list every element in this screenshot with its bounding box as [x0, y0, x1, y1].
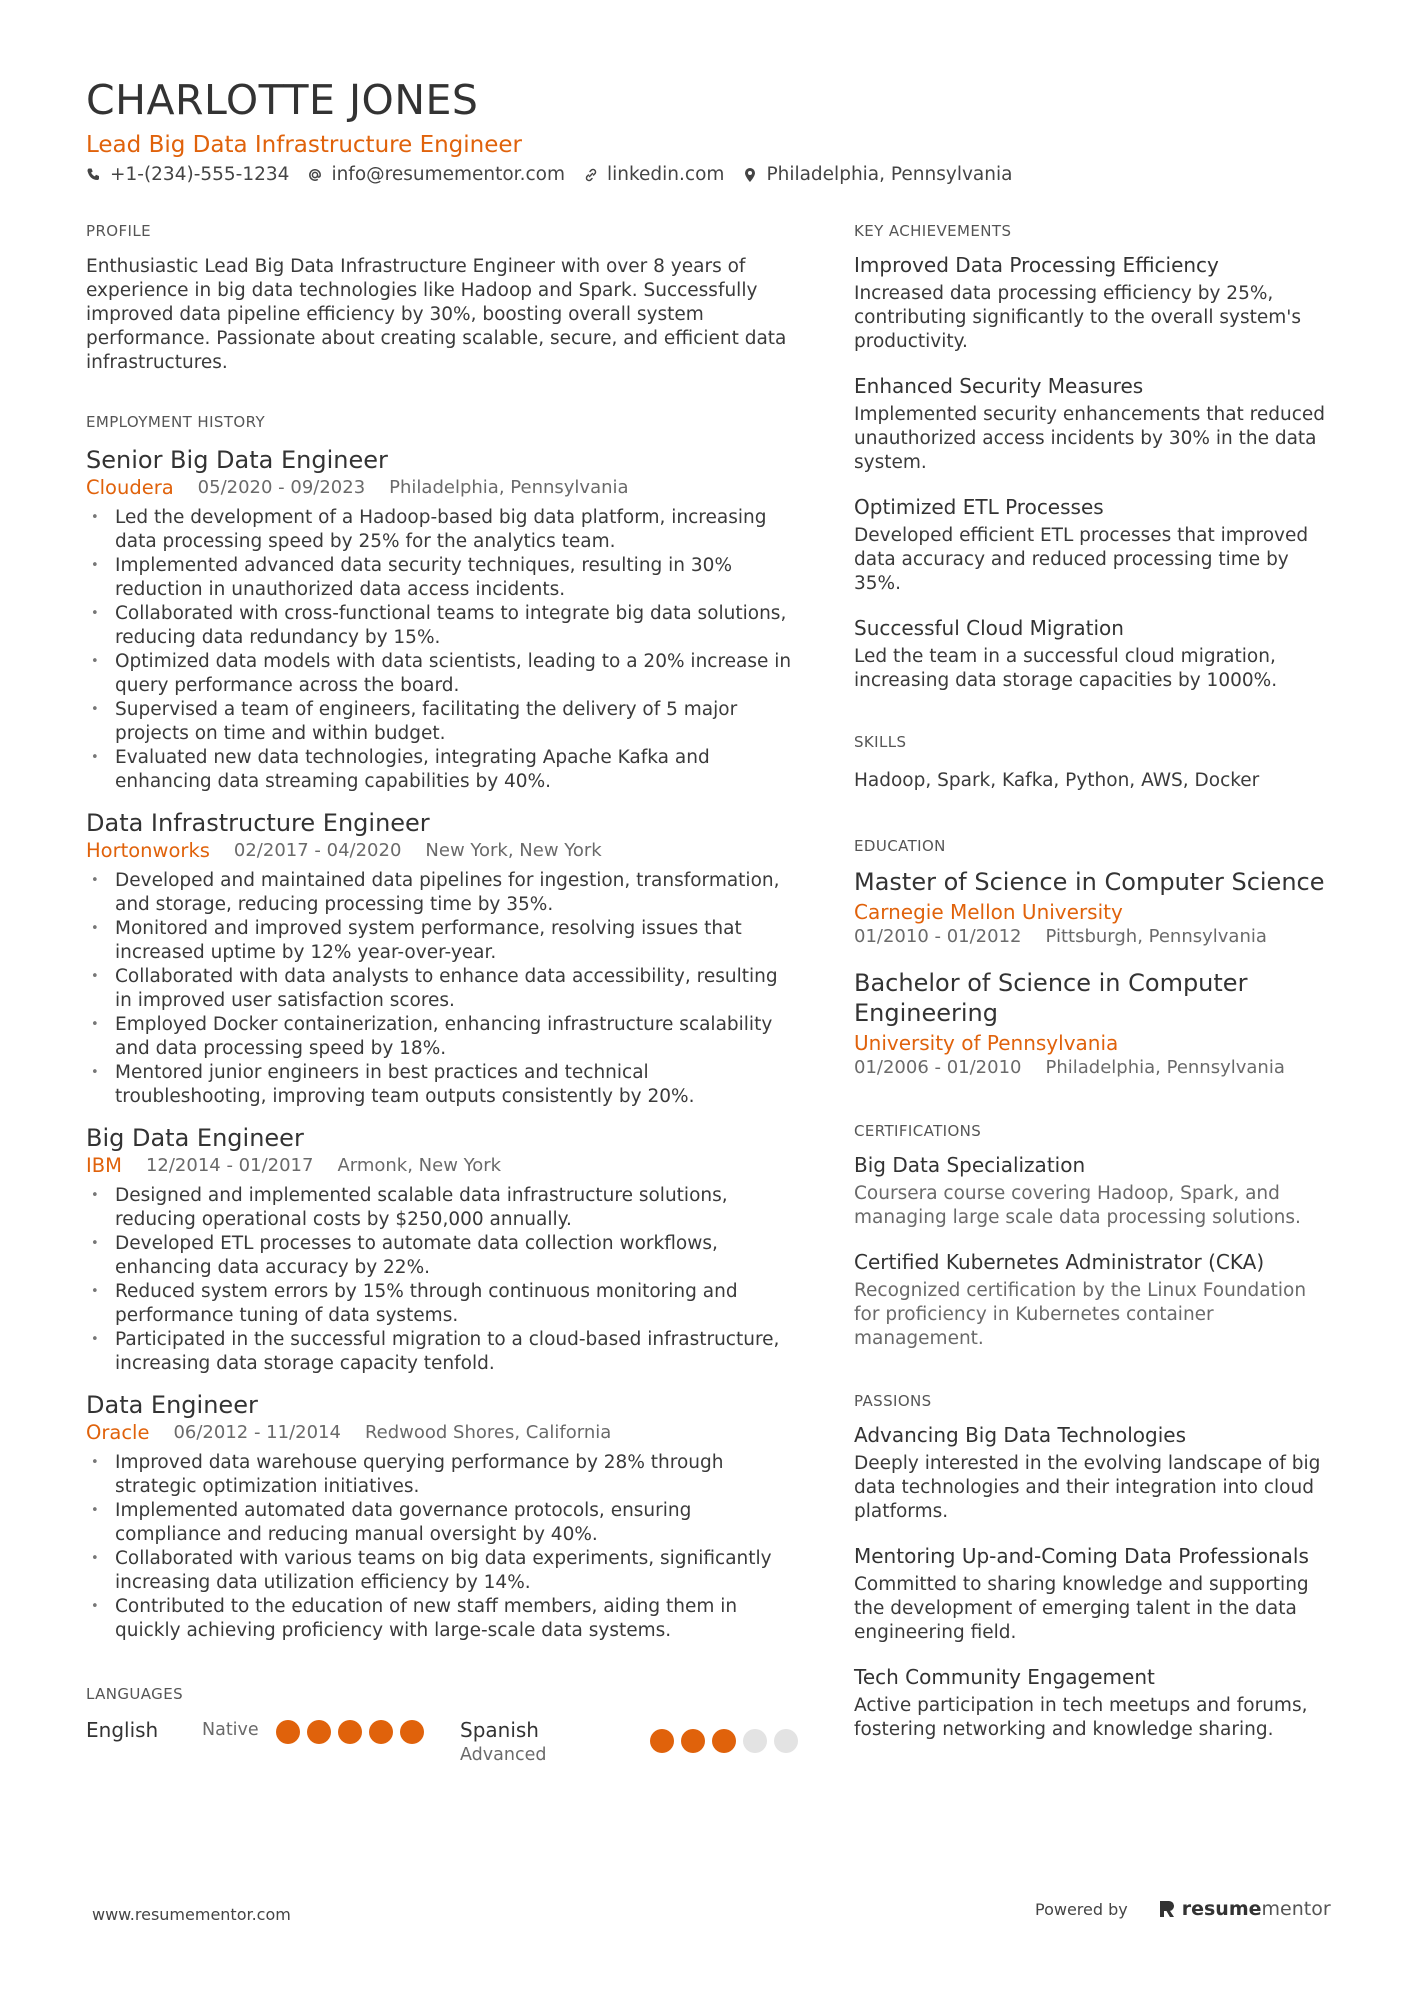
achievement-text: Increased data processing efficiency by 25%, contributing significantly to the overall system's productivity.: [854, 283, 1301, 352]
school-name: Carnegie Mellon University: [854, 900, 1123, 924]
language-rating: [276, 1720, 424, 1744]
section-heading: SKILLS: [854, 733, 907, 751]
achievement-item: [854, 373, 1328, 475]
education-item: [854, 867, 1328, 949]
job-entry: [86, 445, 798, 794]
achievement-text: Led the team in a successful cloud migration, increasing data storage capacities by 1000%.: [854, 646, 1278, 691]
list-item: • Monitored and improved system performance, resolving issues that increased uptime by 12% year-over-year.: [86, 917, 798, 965]
section-heading: PROFILE: [86, 222, 151, 240]
languages-section: [86, 1685, 798, 1767]
email-text: info@resumementor.com: [331, 164, 565, 185]
job-dates: 02/2017 - 04/2020: [233, 840, 402, 861]
list-item: • Implemented automated data governance protocols, ensuring compliance and reducing manual oversight by 40%.: [86, 1499, 798, 1547]
job-location: Philadelphia, Pennsylvania: [389, 477, 629, 498]
company-name: Cloudera: [86, 476, 174, 499]
achievement-title: Successful Cloud Migration: [854, 616, 1124, 640]
brand-logo[interactable]: [1158, 1898, 1331, 1920]
section-heading: EMPLOYMENT HISTORY: [86, 413, 266, 431]
company-name: Hortonworks: [86, 839, 210, 862]
job-location: Redwood Shores, California: [364, 1422, 612, 1443]
list-item: • Collaborated with various teams on big data experiments, significantly increasing data utilization efficiency by 14%.: [86, 1547, 798, 1595]
job-title: Data Infrastructure Engineer: [86, 809, 430, 837]
brand-name-bold: resume: [1181, 1898, 1262, 1920]
degree-title: Bachelor of Science in Computer Engineering: [854, 969, 1248, 1027]
contact-phone[interactable]: [86, 164, 289, 185]
language-name: English: [86, 1718, 159, 1742]
passion-text: Active participation in tech meetups and forums, fostering networking and knowledge sharing.: [854, 1695, 1308, 1740]
job-meta: [86, 839, 798, 863]
section-heading: LANGUAGES: [86, 1685, 184, 1703]
job-bullets: [86, 1451, 798, 1643]
section-heading: PASSIONS: [854, 1392, 932, 1410]
language-spanish: [460, 1717, 798, 1767]
list-item: • Collaborated with cross-functional teams to integrate big data solutions, reducing data redundancy by 15%.: [86, 602, 798, 650]
linkedin-text: linkedin.com: [606, 164, 725, 185]
job-dates: 05/2020 - 09/2023: [197, 477, 366, 498]
education-meta: [854, 1056, 1328, 1080]
job-location: Armonk, New York: [337, 1155, 502, 1176]
achievement-text: Implemented security enhancements that reduced unauthorized access incidents by 30% in the data system.: [854, 404, 1326, 473]
school-name: University of Pennsylvania: [854, 1031, 1119, 1055]
certifications-section: [854, 1122, 1328, 1351]
contact-location: [742, 164, 1012, 185]
list-item: • Designed and implemented scalable data infrastructure solutions, reducing operational costs by $250,000 annually.: [86, 1184, 798, 1232]
passion-text: Deeply interested in the evolving landscape of big data technologies and their integration into cloud platforms.: [854, 1453, 1321, 1522]
list-item: • Mentored junior engineers in best practices and technical troubleshooting, improving team outputs consistently by 20%.: [86, 1061, 798, 1109]
list-item: • Supervised a team of engineers, facilitating the delivery of 5 major projects on time and within budget.: [86, 698, 798, 746]
education-section: [854, 837, 1328, 1080]
job-title: Big Data Engineer: [86, 1124, 304, 1152]
job-entry: [86, 1390, 798, 1643]
job-title: Data Engineer: [86, 1391, 258, 1419]
passion-item: [854, 1543, 1328, 1645]
list-item: • Participated in the successful migration to a cloud-based infrastructure, increasing data storage capacity tenfold.: [86, 1328, 798, 1376]
education-dates: 01/2006 - 01/2010: [854, 1057, 1022, 1078]
education-item: [854, 968, 1328, 1080]
list-item: • Collaborated with data analysts to enhance data accessibility, resulting in improved user satisfaction scores.: [86, 965, 798, 1013]
employment-section: [86, 413, 798, 1643]
certification-title: Certified Kubernetes Administrator (CKA): [854, 1250, 1265, 1274]
job-entry: [86, 1123, 798, 1376]
passions-section: [854, 1392, 1328, 1742]
rating-dot-filled: [369, 1720, 393, 1744]
right-column: [854, 222, 1328, 1742]
job-meta: [86, 1154, 798, 1178]
certification-item: [854, 1249, 1328, 1351]
languages-row: [86, 1717, 798, 1767]
achievements-section: [854, 222, 1328, 693]
language-level: Native: [202, 1720, 259, 1740]
profile-section: [86, 222, 798, 375]
rating-dot-filled: [276, 1720, 300, 1744]
list-item: • Contributed to the education of new staff members, aiding them in quickly achieving proficiency with large-scale data systems.: [86, 1595, 798, 1643]
list-item: • Developed and maintained data pipelines for ingestion, transformation, and storage, reducing processing time by 35%.: [86, 869, 798, 917]
rating-dot-filled: [681, 1729, 705, 1753]
achievement-text: Developed efficient ETL processes that improved data accuracy and reduced processing time by 35%.: [854, 525, 1309, 594]
job-dates: 06/2012 - 11/2014: [173, 1422, 341, 1443]
passion-title: Tech Community Engagement: [854, 1665, 1155, 1689]
section-heading: KEY ACHIEVEMENTS: [854, 222, 1012, 240]
job-bullets: [86, 1184, 798, 1376]
rating-dot-empty: [774, 1729, 798, 1753]
list-item: • Developed ETL processes to automate data collection workflows, enhancing data accuracy by 22%.: [86, 1232, 798, 1280]
achievement-item: [854, 615, 1328, 693]
rating-dot-filled: [712, 1729, 736, 1753]
list-item: • Employed Docker containerization, enhancing infrastructure scalability and data processing speed by 18%.: [86, 1013, 798, 1061]
list-item: • Evaluated new data technologies, integrating Apache Kafka and enhancing data streaming capabilities by 40%.: [86, 746, 798, 794]
powered-by-label: Powered by: [1035, 1899, 1128, 1919]
resumementor-logo-icon: [1158, 1899, 1176, 1919]
job-meta: [86, 476, 798, 500]
link-icon: [583, 167, 599, 183]
rating-dot-empty: [743, 1729, 767, 1753]
list-item: • Reduced system errors by 15% through continuous monitoring and performance tuning of data systems.: [86, 1280, 798, 1328]
job-entry: [86, 808, 798, 1109]
contact-bar: [86, 164, 1012, 185]
location-text: Philadelphia, Pennsylvania: [766, 164, 1013, 185]
list-item: • Optimized data models with data scientists, leading to a 20% increase in query performance across the board.: [86, 650, 798, 698]
list-item: • Led the development of a Hadoop-based big data platform, increasing data processing speed by 25% for the analytics team.: [86, 506, 798, 554]
rating-dot-filled: [338, 1720, 362, 1744]
job-bullets: [86, 506, 798, 794]
section-heading: CERTIFICATIONS: [854, 1122, 982, 1140]
skills-section: [854, 733, 1328, 793]
achievement-item: [854, 252, 1328, 354]
section-heading: EDUCATION: [854, 837, 946, 855]
achievement-item: [854, 494, 1328, 596]
phone-text: +1-(234)-555-1234: [110, 164, 290, 185]
list-item: • Implemented advanced data security techniques, resulting in 30% reduction in unauthorized data access incidents.: [86, 554, 798, 602]
passion-text: Committed to sharing knowledge and supporting the development of emerging talent in the data engineering field.: [854, 1574, 1309, 1643]
contact-email[interactable]: [307, 164, 565, 185]
certification-text: Recognized certification by the Linux Foundation for proficiency in Kubernetes container management.: [854, 1280, 1307, 1349]
education-location: Pittsburgh, Pennsylvania: [1045, 926, 1267, 947]
passion-title: Advancing Big Data Technologies: [854, 1423, 1186, 1447]
list-item: • Improved data warehouse querying performance by 28% through strategic optimization initiatives.: [86, 1451, 798, 1499]
education-meta: [854, 925, 1328, 949]
job-dates: 12/2014 - 01/2017: [145, 1155, 314, 1176]
achievement-title: Enhanced Security Measures: [854, 374, 1144, 398]
skills-text: Hadoop, Spark, Kafka, Python, AWS, Docker: [854, 770, 1260, 791]
company-name: Oracle: [86, 1421, 150, 1444]
profile-text: Enthusiastic Lead Big Data Infrastructure Engineer with over 8 years of experience in big data technologies like Hadoop and Spark. Successfully improved data pipeline efficiency by 30%, boosting overall system performance. Passionate about creating scalable, secure, and efficient data infrastructures.: [86, 256, 787, 373]
passion-item: [854, 1422, 1328, 1524]
phone-icon: [86, 167, 102, 183]
education-dates: 01/2010 - 01/2012: [854, 926, 1022, 947]
certification-title: Big Data Specialization: [854, 1153, 1086, 1177]
at-icon: [307, 167, 323, 183]
achievement-title: Optimized ETL Processes: [854, 495, 1104, 519]
brand-name-rest: mentor: [1261, 1898, 1331, 1920]
language-rating: [650, 1729, 798, 1753]
footer-website-link[interactable]: www.resumementor.com: [92, 1905, 291, 1924]
footer-powered-by: [1035, 1898, 1331, 1920]
education-location: Philadelphia, Pennsylvania: [1045, 1057, 1285, 1078]
degree-title: Master of Science in Computer Science: [854, 868, 1325, 896]
language-english: [86, 1717, 460, 1744]
job-title: Senior Big Data Engineer: [86, 446, 388, 474]
job-title-headline: Lead Big Data Infrastructure Engineer: [86, 132, 523, 158]
left-column: [86, 222, 798, 1767]
rating-dot-filled: [400, 1720, 424, 1744]
passion-item: [854, 1664, 1328, 1742]
language-name: Spanish: [460, 1718, 539, 1742]
company-name: IBM: [86, 1154, 122, 1177]
location-pin-icon: [742, 167, 758, 183]
achievement-title: Improved Data Processing Efficiency: [854, 253, 1219, 277]
language-level: Advanced: [460, 1745, 547, 1765]
job-bullets: [86, 869, 798, 1109]
contact-linkedin[interactable]: [583, 164, 724, 185]
certification-item: [854, 1152, 1328, 1230]
candidate-name: CHARLOTTE JONES: [86, 76, 479, 124]
rating-dot-filled: [307, 1720, 331, 1744]
rating-dot-filled: [650, 1729, 674, 1753]
job-meta: [86, 1421, 798, 1445]
passion-title: Mentoring Up-and-Coming Data Professionals: [854, 1544, 1309, 1568]
job-location: New York, New York: [425, 840, 602, 861]
certification-text: Coursera course covering Hadoop, Spark, and managing large scale data processing solutions.: [854, 1183, 1301, 1228]
